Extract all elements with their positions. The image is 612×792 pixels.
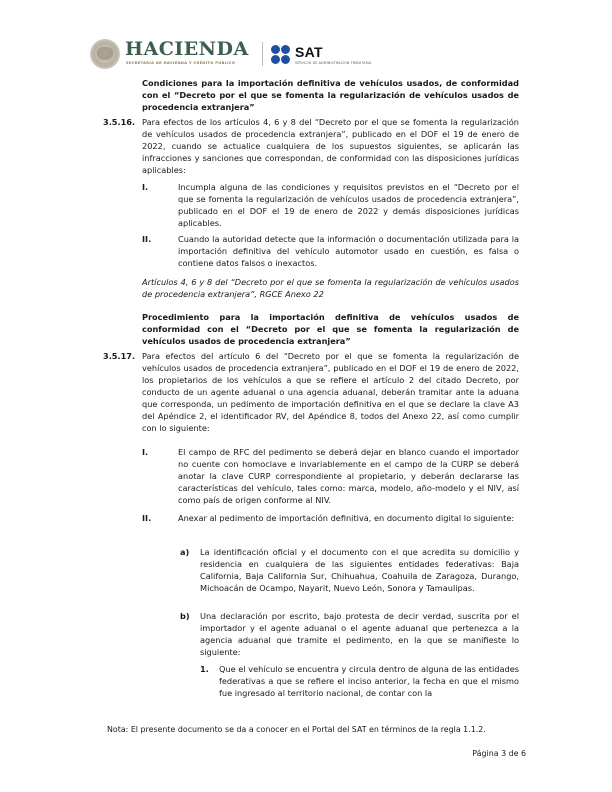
section-heading: Procedimiento para la importación definitiva de vehículos usados de conformidad con el “Decreto por el que se fomenta la regularización de vehículos usados de procedencia extranjera” xyxy=(142,312,519,347)
footer-note: Nota: El presente documento se da a conocer en el Portal del SAT en términos de la regla 1.1.2. xyxy=(107,725,486,734)
sat-dots-icon xyxy=(271,45,291,65)
hacienda-logo-title: HACIENDA xyxy=(125,38,249,60)
rule-reference: Artículos 4, 6 y 8 del “Decreto por el que se fomenta la regularización de vehículos usados de procedencia extranjera”, RGCE Anexo 22 xyxy=(142,277,519,300)
rule-intro: Para efectos del artículo 6 del “Decreto por el que se fomenta la regularización de vehículos usados de procedencia extranjera”, publicado en el DOF el 19 de enero de 2022, los propietarios de los vehículos a que se refiere el artículo 2 del citado Decreto, por conducto de un agente aduanal o una agencia aduanal, deberán tramitar ante la aduana que corresponda, un pedimento de importación definitiva en el que se declare la clave A3 del Apéndice 2, el identificador RV, del Apéndice 8, todos del Anexo 22, así como cumplir con lo siguiente: xyxy=(142,351,519,434)
sub-sublist-marker: 1. xyxy=(200,664,209,674)
sublist-marker: b) xyxy=(180,611,190,621)
rule-number: 3.5.17. xyxy=(103,351,136,361)
list-item: Incumpla alguna de las condiciones y requisitos previstos en el “Decreto por el que se fomenta la regularización de vehículos usados de procedencia extranjera”, publicado en el DOF el 19 de enero de 2022 y demás disposiciones jurídicas aplicables. xyxy=(178,182,519,229)
list-item: El campo de RFC del pedimento se deberá dejar en blanco cuando el importador no cuente con homoclave e invariablemente en el campo de la CURP se deberá anotar la clave CURP correspondiente al propietario, y deberán declararse las características del vehículo, tales como: marca, modelo, año-modelo y el NIV, así como país de origen conforme al NIV. xyxy=(178,447,519,506)
list-item: Anexar al pedimento de importación definitiva, en documento digital lo siguiente: xyxy=(178,513,515,523)
list-marker: I. xyxy=(142,182,149,192)
sublist-item: La identificación oficial y el documento con el que acredita su domicilio y residencia en cualquiera de las siguientes entidades federativas: Baja California, Baja California Sur, Chihuahua, Coahuila de Zaragoza, Durango, Michoacán de Ocampo, Nayarit, Nuevo León, Sonora y Tamaulipas. xyxy=(200,547,519,594)
rule-number: 3.5.16. xyxy=(103,117,136,127)
sat-logo-title: SAT xyxy=(295,44,323,60)
hacienda-logo-subtitle: SECRETARÍA DE HACIENDA Y CRÉDITO PÚBLICO xyxy=(126,61,236,65)
sublist-item: Una declaración por escrito, bajo protesta de decir verdad, suscrita por el importador y el agente aduanal o el agente aduanal que pertenezca a la agencia aduanal que tramite el pedimento, en la que se manifieste lo siguiente: xyxy=(200,611,519,658)
page-header xyxy=(90,38,372,70)
list-marker: I. xyxy=(142,447,149,457)
list-marker: II. xyxy=(142,513,152,523)
list-item: Cuando la autoridad detecte que la información o documentación utilizada para la importación definitiva del vehículo automotor usado en cuestión, es falsa o contiene datos falsos o inexactos. xyxy=(178,234,519,269)
list-marker: II. xyxy=(142,234,152,244)
sub-sublist-item: Que el vehículo se encuentra y circula dentro de alguna de las entidades federativas a que se refiere el inciso anterior, la fecha en que el mismo fue ingresado al territorio nacional, de contar con la xyxy=(219,664,519,699)
rule-intro: Para efectos de los artículos 4, 6 y 8 del “Decreto por el que se fomenta la regularización de vehículos usados de procedencia extranjera”, publicado en el DOF el 19 de enero de 2022, cuando se actualice cualquiera de los supuestos siguientes, se aplicarán las infracciones y sanciones que correspondan, de conformidad con las disposiciones jurídicas aplicables: xyxy=(142,117,519,176)
section-heading: Condiciones para la importación definitiva de vehículos usados, de conformidad con el “Decreto por el que se fomenta la regularización de vehículos usados de procedencia extranjera” xyxy=(142,78,519,113)
sat-logo-subtitle: SERVICIO DE ADMINISTRACIÓN TRIBUTARIA xyxy=(295,61,372,65)
page-number: Página 3 de 6 xyxy=(472,749,526,758)
sublist-marker: a) xyxy=(180,547,190,557)
header-divider xyxy=(262,42,263,66)
national-seal-icon xyxy=(90,39,120,69)
